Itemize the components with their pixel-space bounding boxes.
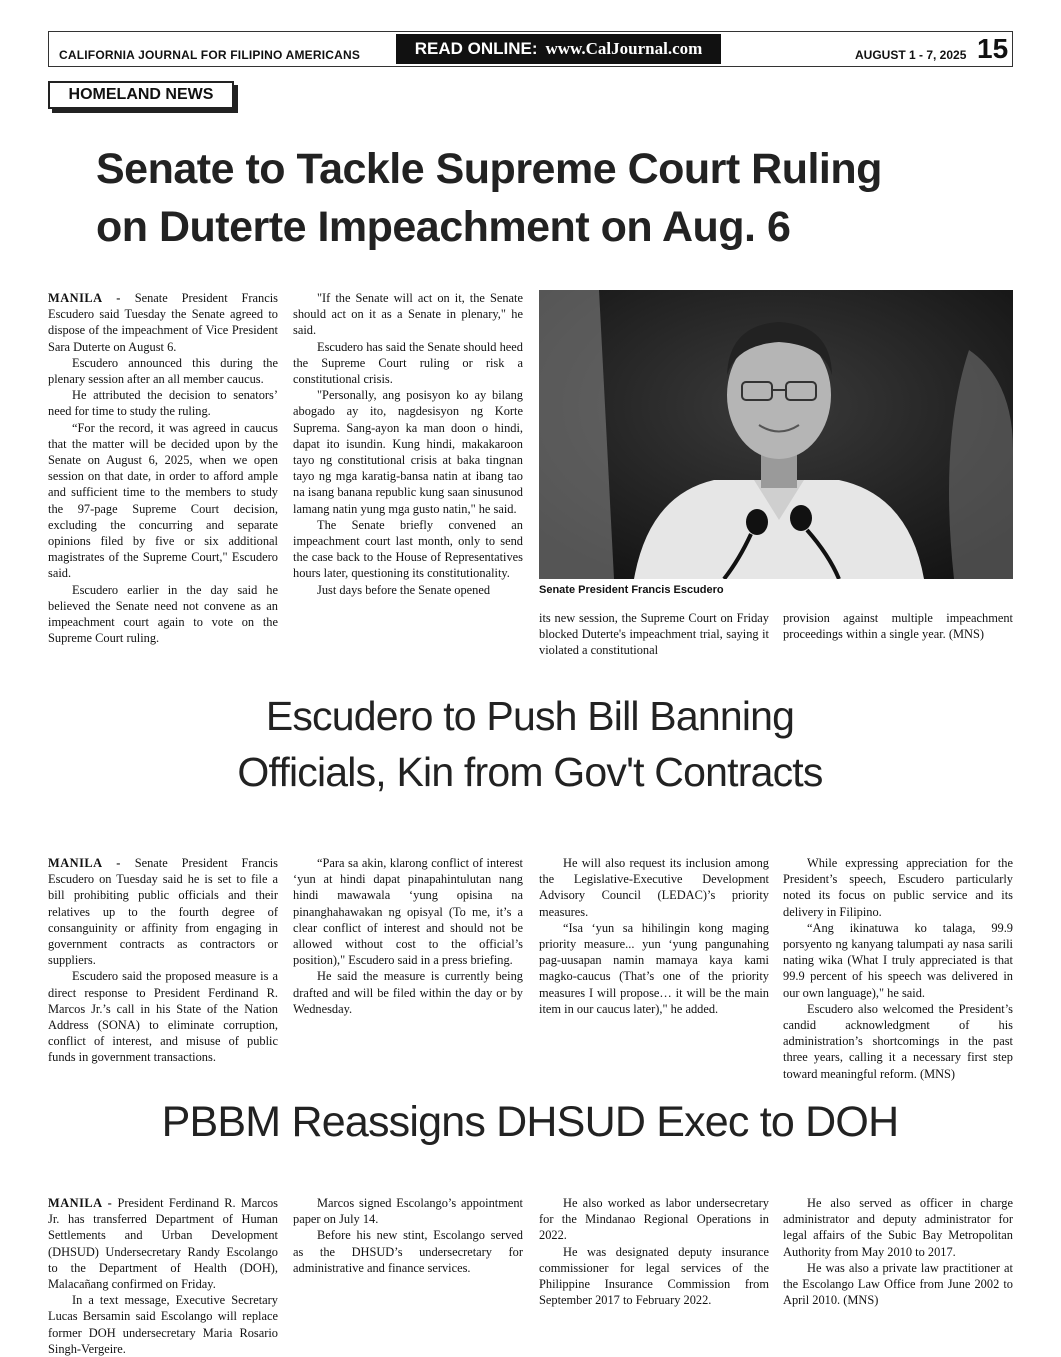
article-1-paragraph-continued: provision against multiple impeachment proceedings within a single year. (MNS) bbox=[783, 611, 1013, 642]
article-1-paragraph: He attributed the decision to senators’ need for time to study the ruling. bbox=[48, 388, 278, 419]
publication-name: CALIFORNIA JOURNAL FOR FILIPINO AMERICANS bbox=[59, 48, 361, 62]
article-3-column-4 bbox=[783, 1195, 1013, 1308]
article-1-paragraph: "Personally, ang posisyon ko ay bilang abogado ay ito, nagdesisyon ng Korte Suprema. Sang-ayon ka man doon o hindi, dapat ito isundin. Kung hindi, makakaroon tayo ng constitutional crisis at baka tingnan tayo ng mga karatig-bansa natin at ibang tao na isang banana republic kung saan sinusunod lamang natin yung mga gusto natin," he said. bbox=[293, 388, 523, 516]
article-1-headline-line-2: on Duterte Impeachment on Aug. 6 bbox=[96, 203, 791, 251]
article-1-paragraph: MANILA - Senate President Francis Escudero said Tuesday the Senate agreed to dispose of the impeachment of Vice President Sara Duterte on August 6. bbox=[48, 291, 278, 354]
article-2-column-4 bbox=[783, 855, 1013, 1082]
article-2-paragraph: “Ang ikinatuwa ko talaga, 99.9 porsyento ng kanyang talumpati ay nasa sarili nating wika (What I truly appreciated is that 99.9 percent of his speech was delivered in our own language)," he said. bbox=[783, 920, 1013, 1000]
article-3-paragraph: He was designated deputy insurance commissioner for legal services of the Philippine Insurance Commission from September 2017 to February 2022. bbox=[539, 1244, 769, 1308]
article-3-column-1 bbox=[48, 1195, 278, 1357]
read-online-label: READ ONLINE: bbox=[414, 39, 538, 58]
article-1-paragraph: “For the record, it was agreed in caucus that the matter will be decided upon by the Senate on August 6, 2025, when we open session on that date, in order to afford ample and sufficient time to the members to study the 97-page Supreme Court decision, excluding the concurring and separate opinions filed by five or six additional magistrates of the Supreme Court," Escudero said. bbox=[48, 420, 278, 581]
article-1-headline bbox=[96, 140, 996, 256]
article-3-paragraph: Before his new stint, Escolango served as the DHSUD’s undersecretary for administrative and finance services. bbox=[293, 1228, 523, 1275]
portrait-illustration bbox=[539, 290, 1013, 579]
photo-caption: Senate President Francis Escudero bbox=[539, 584, 724, 596]
article-1-paragraph: "If the Senate will act on it, the Senate should act on it as a Senate in plenary," he said. bbox=[293, 291, 523, 338]
page-header bbox=[48, 31, 1013, 67]
article-1-headline-line-1: Senate to Tackle Supreme Court Ruling bbox=[96, 145, 882, 193]
article-2-headline-line-2: Officials, Kin from Gov't Contracts bbox=[237, 749, 823, 795]
article-2-headline bbox=[60, 688, 1000, 800]
dateline: MANILA - bbox=[48, 1196, 113, 1210]
article-1-paragraph-continued: its new session, the Supreme Court on Friday blocked Duterte's impeachment trial, saying it violated a constitutional bbox=[539, 611, 769, 658]
issue-date: AUGUST 1 - 7, 2025 bbox=[855, 48, 967, 62]
article-2-column-3 bbox=[539, 855, 769, 1017]
section-tag: HOMELAND NEWS bbox=[48, 81, 234, 109]
article-1-column-4 bbox=[783, 610, 1013, 642]
article-2-paragraph: Escudero also welcomed the President’s candid acknowledgment of his administration’s shortcomings in the past three years, calling it a necessary first step toward meaningful reform. (MNS) bbox=[783, 1001, 1013, 1081]
escudero-photo bbox=[539, 290, 1013, 579]
article-1-paragraph: Just days before the Senate opened bbox=[317, 582, 491, 597]
article-2-paragraph: “Isa ‘yun sa hihilingin kong maging priority measure... yun ‘yung pangunahing pag-uusapan namin mamaya kaya kami magko-caucus (That’s one of the priority measures I will propose… it will be the main item in our caucus later)," he added. bbox=[539, 920, 769, 1016]
article-1-paragraph: Escudero has said the Senate should heed the Supreme Court ruling or risk a constitutional crisis. bbox=[293, 339, 523, 387]
article-2-paragraph: He said the measure is currently being drafted and will be filed within the day or by Wednesday. bbox=[293, 969, 523, 1016]
dateline: MANILA - bbox=[48, 856, 121, 870]
article-3-paragraph: Marcos signed Escolango’s appointment paper on July 14. bbox=[293, 1196, 523, 1227]
article-2-column-1 bbox=[48, 855, 278, 1066]
article-3-paragraph: MANILA - President Ferdinand R. Marcos Jr. has transferred Department of Human Settlements and Urban Development (DHSUD) Undersecretary Randy Escolango to the Department of Health (DOH), Malacañang confirmed on Friday. bbox=[48, 1196, 278, 1292]
article-1-paragraph: Escudero announced this during the plenary session after an all member caucus. bbox=[48, 355, 278, 387]
article-2-paragraph: He will also request its inclusion among the Legislative-Executive Development Advisory Council (LEDAC)’s priority measures. bbox=[539, 856, 769, 919]
article-1-column-2 bbox=[293, 290, 523, 598]
page-number: 15 bbox=[977, 33, 1009, 64]
article-1-paragraph: Escudero earlier in the day said he believed the Senate need not convene as an impeachment court again to vote on the Supreme Court ruling. bbox=[48, 582, 278, 646]
website-link[interactable]: www.CalJournal.com bbox=[545, 39, 703, 58]
article-2-paragraph: “Para sa akin, klarong conflict of interest ‘yun at hindi dapat pinapahintulutan nang hindi mawawala ‘yung opisina na pinanghahawakan ng opisyal (To me, it’s a clear conflict of interest and should not be allowed without cost to the official’s position)," Escudero said in a press briefing. bbox=[293, 856, 523, 968]
article-2-paragraph: While expressing appreciation for the President’s speech, Escudero particularly noted its focus on public service and its delivery in Filipino. bbox=[783, 856, 1013, 919]
article-1-column-1 bbox=[48, 290, 278, 646]
article-3-headline: PBBM Reassigns DHSUD Exec to DOH bbox=[161, 1098, 899, 1146]
article-3-paragraph: He was also a private law practitioner at the Escolango Law Office from June 2002 to April 2010. (MNS) bbox=[783, 1260, 1013, 1308]
article-3-column-2 bbox=[293, 1195, 523, 1276]
article-2-headline-line-1: Escudero to Push Bill Banning bbox=[265, 693, 795, 739]
article-2-paragraph: Escudero said the proposed measure is a direct response to President Ferdinand R. Marcos Jr.’s call in his State of the Nation Address (SONA) to eliminate corruption, conflict of interest, and misuse of public funds in government transactions. bbox=[48, 969, 278, 1065]
article-3-paragraph: He also served as officer in charge administrator and deputy administrator for legal affairs of the Subic Bay Metropolitan Authority from May 2010 to 2017. bbox=[783, 1196, 1013, 1259]
article-1-paragraph: The Senate briefly convened an impeachment court last month, only to send the case back to the House of Representatives hours later, questioning its constitutionality. bbox=[293, 517, 523, 581]
article-2-column-2 bbox=[293, 855, 523, 1017]
article-3-column-3 bbox=[539, 1195, 769, 1308]
article-3-paragraph: He also worked as labor undersecretary for the Mindanao Regional Operations in 2022. bbox=[539, 1196, 769, 1243]
microphone-shape bbox=[746, 509, 768, 535]
read-online-banner bbox=[396, 34, 721, 64]
article-1-column-3 bbox=[539, 610, 769, 659]
dateline: MANILA - bbox=[48, 291, 121, 305]
article-3-paragraph: In a text message, Executive Secretary Lucas Bersamin said Escolango will replace former DOH undersecretary Maria Rosario Singh-Vergeire. bbox=[48, 1293, 278, 1356]
article-2-paragraph: MANILA - Senate President Francis Escudero on Tuesday said he is set to file a bill prohibiting public officials and their relatives up to the fourth degree of consanguinity or affinity from engaging in government contracts as contractors or suppliers. bbox=[48, 856, 278, 968]
